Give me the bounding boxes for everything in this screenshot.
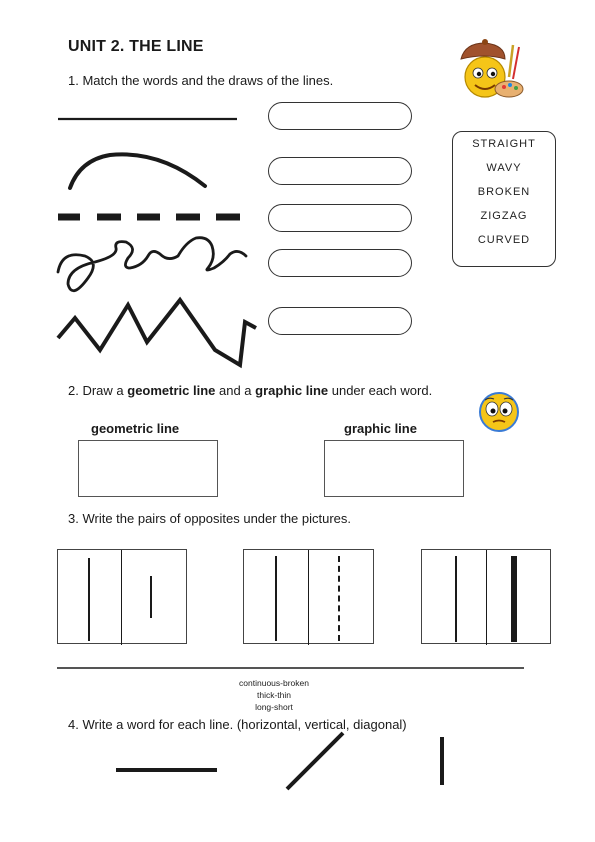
word-broken[interactable]: BROKEN [477, 186, 531, 198]
word-straight[interactable]: STRAIGHT [472, 138, 536, 150]
question-1-text: 1. Match the words and the draws of the lines. [68, 73, 334, 88]
word-zigzag[interactable]: ZIGZAG [480, 210, 528, 222]
opposite-pair-3: long-short [255, 702, 293, 712]
graphic-line-heading: graphic line [344, 421, 417, 436]
page-title: UNIT 2. THE LINE [68, 38, 204, 55]
word-curved[interactable]: CURVED [477, 234, 531, 246]
question-2-text: 2. Draw a geometric line and a graphic line under each word. [68, 383, 433, 398]
question-3-text: 3. Write the pairs of opposites under the pictures. [68, 511, 352, 526]
geometric-line-heading: geometric line [91, 421, 180, 436]
question-4-text: 4. Write a word for each line. (horizontal, vertical, diagonal) [68, 717, 407, 732]
opposite-pair-1: continuous-broken [239, 678, 309, 688]
opposite-pair-2: thick-thin [256, 690, 291, 700]
word-wavy[interactable]: WAVY [486, 162, 522, 174]
diagonal-line-drawing [287, 733, 343, 789]
